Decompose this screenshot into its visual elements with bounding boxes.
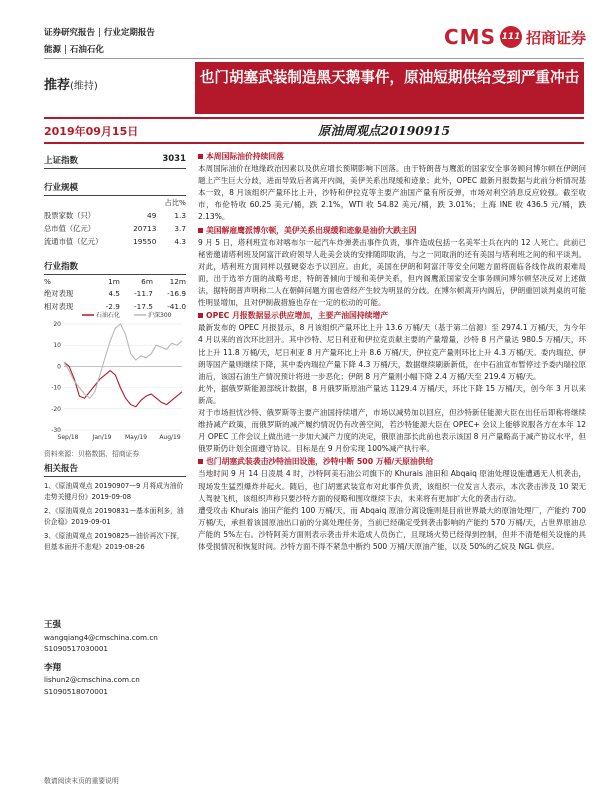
row-value: -16.9 <box>167 289 186 298</box>
logo-cn-text: 招商证券 <box>525 28 586 47</box>
y-tick-label: 10 <box>53 342 61 350</box>
row-value: -2.9 <box>105 302 120 311</box>
industry-index <box>44 260 186 313</box>
index-value: 3031 <box>162 154 186 164</box>
row-value: 19550 <box>133 237 157 246</box>
series-line-hs300 <box>64 324 182 398</box>
perf-col-header: 1m <box>108 276 120 286</box>
row-value: 20713 <box>133 224 157 233</box>
legend-label: 沪深300 <box>148 312 172 319</box>
report-date: 2019年09月15日 <box>44 125 139 138</box>
legend-label: 石油石化 <box>96 312 121 319</box>
row-label: 总市值（亿元） <box>44 223 96 233</box>
report-title: 也门胡塞武装制造黑天鹅事件，原油短期供给受到严重冲击 <box>195 62 584 114</box>
related-reports <box>44 462 186 552</box>
row-value: -17.5 <box>134 302 153 311</box>
analyst-id: S1090518070001 <box>44 686 109 696</box>
section-heading: 也门胡塞武装袭击沙特油田设施，沙特中断 500 万桶/天原油供给 <box>198 456 586 468</box>
report-subtitle: 原油周观点20190915 <box>318 123 451 138</box>
row-label: 股票家数（只） <box>44 210 96 220</box>
rating <box>44 74 98 93</box>
x-tick-label: Aug/19 <box>159 434 181 441</box>
paragraph: 当地时间 9 月 14 日凌晨 4 时，沙特阿美石油公司旗下的 Khurais 油田和 Abqaiq 原油处理设施遭遇无人机袭击，现场发生猛烈爆炸并起火。随后，也门胡塞武装宣布对此事件负责，该组织一位发言人表示，本次袭击涉及 10 架无人驾驶飞机，该组织声称只要沙特方面的侵略和围攻继续下去，未来将有更加扩大化的袭击行动。 <box>198 469 586 503</box>
perf-title: 行业指数 <box>44 260 186 275</box>
report-type: 证券研究报告 <box>44 28 96 38</box>
row-pct: 3.7 <box>174 224 186 233</box>
analyst-name: 王强 <box>44 620 62 630</box>
paragraph: 此外，据俄罗斯能源部统计数据，8 月俄罗斯原油产量达 1129.4 万桶/天，环比下降 15 万桶/天，创今年 3 月以来新高。 <box>198 383 586 405</box>
rating-sub: (维持) <box>70 81 98 92</box>
chart-source: 资料来源：贝格数据、招商证券 <box>44 450 140 458</box>
x-tick-label: Jan/19 <box>92 434 112 441</box>
paragraph: 最新发布的 OPEC 月报显示，8 月该组织产量环比上升 13.6 万桶/天（基于第二信源）至 2974.1 万桶/天，为今年 4 月以来的首次环比回升。其中沙特、尼日利亚和伊拉克贡献主要的产量增量，沙特 8 月产量达 980.5 万桶/天，环比上升 11.8 万桶/天，尼日利亚 8 月产量环比上升 8.6 万桶/天，伊拉克产量则环比上升 4.3 万桶/天。委内瑞拉、伊朗等国产量则继续下降，其中委内瑞拉产量下降 4.3 万桶/天，数据继续刷新新低，在中石油宣布暂停过予委内瑞拉原油后，该国石油生产情况预计将进一步恶化；伊朗 8 月产量则小幅下降 2.4 万桶/天至 219.4 万桶/天。 <box>198 323 586 381</box>
row-label: 流通市值（亿元） <box>44 236 103 246</box>
logo-cms-text: CMS <box>444 25 496 49</box>
analyst-name: 李翔 <box>44 662 62 673</box>
row-value: 49 <box>147 211 157 220</box>
row-value: -41.0 <box>167 302 186 311</box>
analyst-id: S1090517030001 <box>44 644 109 653</box>
paragraph: 对于市场担忧沙特、俄罗斯等主要产油国持续增产，市场以减势加以回应，但沙特新任能源大臣在出任后即称将继续维持减产政策，而俄罗斯的减产履约情况仍有改善空间，若沙特能源大臣在 OPEC+ 会议上能够说服各方在本年 12 月 OPEC 工作会议上做出进一步加大减产力度的决定，俄原油部长此前也表示该国 8 月产量略高于减产协议水平，但俄罗斯仍计划全面遵守协议。目标是在 9 月份实现 100%减产执行率。 <box>198 407 586 454</box>
index-label: 上证指数 <box>44 156 79 166</box>
row-label: 相对表现 <box>44 301 74 311</box>
industry-title: 行业规模 <box>44 181 186 196</box>
analyst-email[interactable]: lishun2@cmschina.com.cn <box>44 675 140 684</box>
sector: 能源 <box>44 45 62 55</box>
section-heading: 本周国际油价持续回落 <box>198 151 586 163</box>
industry-col-header: 占比% <box>164 197 186 207</box>
analyst-email[interactable]: wangqiang4@cmschina.com.cn <box>44 632 158 642</box>
y-tick-label: -20 <box>51 405 61 413</box>
table-row <box>44 222 186 235</box>
rating-label: 推荐 <box>44 78 71 93</box>
performance-chart <box>44 308 186 448</box>
row-label: 绝对表现 <box>44 288 74 298</box>
x-tick-label: May/19 <box>124 434 148 441</box>
section-heading: OPEC 月报数据显示供应增加，主要产油国持续增产 <box>198 310 586 322</box>
perf-col-header: 6m <box>141 276 153 286</box>
footer-note: 敬请阅读末页的重要说明 <box>44 777 119 785</box>
y-tick-label: -30 <box>51 427 61 434</box>
paragraph: 本周国际油价在地缘政治因素以及供应增长预期影响下回落。由于特朗普与鹰派的国家安全事务顾问博尔顿在伊朗问题上产生巨大分歧，进而导致后者离开内阁，美伊关系出现缓和迹象；此外，OPEC 最新月报数据与此前分析情况基本一致，8 月该组织产量环比上升，沙特和伊拉克等主要产油国产量有所反弹，市场对利空消息反应较强。截至收市，布伦特收 60.25 美元/桶，跌 2.1%，WTI 收 54.82 美元/桶，跌 3.01%；上海 INE 收 436.5 元/桶，跌 2.13%。 <box>198 164 586 222</box>
report-subtype: 行业定期报告 <box>103 28 155 38</box>
table-row <box>44 235 186 248</box>
index-box <box>44 154 186 169</box>
industry-scale <box>44 181 186 248</box>
related-title: 相关报告 <box>44 462 186 477</box>
paragraph: 9 月 5 日，塔利班宣布对喀布尔一起汽车炸弹袭击事件负责，事件造成包括一名美军士兵在内的 12 人死亡。此前已秘密邀请塔利班及阿富汗政府领导人赴美会谈的安排随即取消，与之一同取消的还有美国与塔利班之间的和平谈判。对此，塔利班方面同样以强硬姿态予以回应。由此，美国在伊朗和阿富汗等安全问题方面将面临各线作战的艰难局面，出于选举方面的战略考虑，特朗普倾向于缓和美伊关系，但内阁鹰派国家安全事务顾问博尔顿坚决反对上述做法，据特朗普声明称二人在朝鲜问题方面也曾经产生较为明显的分歧。在博尔顿离开内阁后，伊朗重回谈判桌的可能性明显增加，且对伊制裁措施也存在一定的松动的可能。 <box>198 237 586 308</box>
row-pct: 4.3 <box>174 237 186 246</box>
table-row <box>44 209 186 222</box>
paragraph: 遭受攻击 Khurais 油田产能约 100 万桶/天，而 Abqaiq 原油分离设施则是目前世界最大的原油处理厂，产能约 700 万桶/天，承担着该国原油出口前的分离处理任务，当前已经确定受到袭击影响的产能约 570 万桶/天，占世界原油总产能的 5%左右。沙特阿美方面则表示袭击并未造成人员伤亡，且现场火势已经得到控制，但并不清楚相关设施的具体受损情况和恢复时间。沙特方面不得不紧急中断约 500 万桶/天原油产能，以及 50%的乙烷及 NGL 供应。 <box>198 505 586 551</box>
analysts <box>44 612 186 697</box>
y-tick-label: -10 <box>51 384 61 392</box>
row-pct: 1.3 <box>174 211 186 220</box>
title-divider <box>44 117 584 119</box>
industry-table <box>44 196 186 248</box>
x-tick-label: Sep/18 <box>57 434 79 441</box>
subtitle-divider <box>44 142 584 144</box>
perf-col-header: 12m <box>169 276 186 286</box>
table-row <box>44 287 186 300</box>
header-divider <box>44 58 584 59</box>
report-body <box>198 150 586 553</box>
related-item[interactable]: 3、《原油周观点 20190825—油价再次下探，但基本面并不悲观》2019-08-26 <box>44 532 184 551</box>
related-item[interactable]: 1、《原油周观点 20190907—9 月将成为油价走势关键月份》2019-09-08 <box>44 482 184 501</box>
row-value: -11.7 <box>134 289 153 298</box>
section-heading: 美国解雇鹰派博尔顿，美伊关系出现缓和迹象是油价大跌主因 <box>198 225 586 237</box>
perf-col-header: % <box>44 276 51 286</box>
subsector: 石油石化 <box>69 45 104 55</box>
series-line-petrochem <box>64 362 182 407</box>
cms-logo <box>444 22 586 52</box>
row-value: 4.5 <box>108 289 120 298</box>
report-header: 证券研究报告 | 行业定期报告 能源 | 石油石化 <box>44 28 155 55</box>
related-item[interactable]: 2、《原油周观点 20190831—基本面利多，油价企稳》2019-09-01 <box>44 507 184 526</box>
logo-badge-icon: 111 <box>500 26 522 48</box>
y-tick-label: 0 <box>57 363 61 371</box>
y-tick-label: 20 <box>53 321 61 328</box>
